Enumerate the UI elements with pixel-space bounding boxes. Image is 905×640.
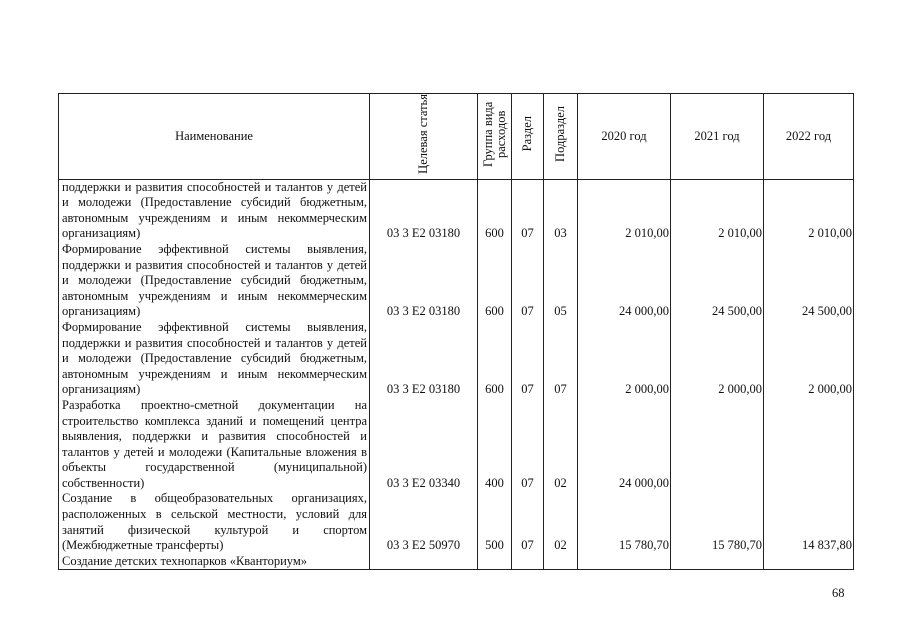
table-row: [59, 242, 854, 320]
row-2020: 2 000,00: [578, 320, 671, 398]
row-2021: 15 780,70: [671, 491, 764, 553]
row-subsection: 02: [544, 491, 578, 553]
table-header-row: [59, 94, 854, 180]
table-row: [59, 398, 854, 492]
row-subsection: 02: [544, 398, 578, 492]
row-group: [478, 554, 512, 570]
row-name: Формирование эффективной системы выявления, поддержки и развития способностей и талантов у детей и молодежи (Предоставление субсидий бюджетным, автономным учреждениям и иным некоммерческим организациям): [59, 242, 370, 320]
row-section: 07: [512, 179, 544, 242]
row-subsection: [544, 554, 578, 570]
row-subsection: 07: [544, 320, 578, 398]
row-2021: [671, 398, 764, 492]
row-section: 07: [512, 398, 544, 492]
row-name: поддержки и развития способностей и талантов у детей и молодежи (Предоставление субсидий бюджетным, автономным учреждениям и иным некоммерческим организациям): [59, 179, 370, 242]
row-2022: [764, 398, 854, 492]
header-name: Наименование: [59, 94, 370, 180]
header-year-2020: 2020 год: [578, 94, 671, 180]
row-group: 600: [478, 242, 512, 320]
table-row: [59, 179, 854, 242]
row-name: Создание в общеобразовательных организациях, расположенных в сельской местности, условий для занятий физической культурой и спортом (Межбюджетные трансферты): [59, 491, 370, 553]
row-2020: 2 010,00: [578, 179, 671, 242]
row-2021: 24 500,00: [671, 242, 764, 320]
row-code: 03 3 Е2 50970: [370, 491, 478, 553]
header-year-2021: 2021 год: [671, 94, 764, 180]
table-row: [59, 554, 854, 570]
table-row: [59, 491, 854, 553]
row-name: Создание детских технопарков «Кванториум»: [59, 554, 370, 570]
row-group: 600: [478, 179, 512, 242]
row-2022: 14 837,80: [764, 491, 854, 553]
row-2021: 2 000,00: [671, 320, 764, 398]
row-subsection: 05: [544, 242, 578, 320]
header-year-2022: 2022 год: [764, 94, 854, 180]
row-code: 03 3 Е2 03180: [370, 320, 478, 398]
table-row: [59, 320, 854, 398]
header-target-article: Целевая статья: [370, 94, 478, 180]
budget-table: [58, 93, 854, 570]
row-group: 600: [478, 320, 512, 398]
row-code: 03 3 Е2 03180: [370, 179, 478, 242]
page-number: 68: [832, 586, 845, 600]
row-group: 400: [478, 398, 512, 492]
header-subsection: Подраздел: [544, 94, 578, 180]
row-section: [512, 554, 544, 570]
row-section: 07: [512, 491, 544, 553]
row-code: 03 3 Е2 03340: [370, 398, 478, 492]
row-2020: [578, 554, 671, 570]
row-subsection: 03: [544, 179, 578, 242]
row-2022: [764, 554, 854, 570]
row-2020: 24 000,00: [578, 398, 671, 492]
row-2020: 15 780,70: [578, 491, 671, 553]
row-2022: 24 500,00: [764, 242, 854, 320]
row-2021: [671, 554, 764, 570]
row-2022: 2 010,00: [764, 179, 854, 242]
row-code: [370, 554, 478, 570]
row-2020: 24 000,00: [578, 242, 671, 320]
row-section: 07: [512, 242, 544, 320]
row-2022: 2 000,00: [764, 320, 854, 398]
header-section: Раздел: [512, 94, 544, 180]
row-section: 07: [512, 320, 544, 398]
row-name: Формирование эффективной системы выявления, поддержки и развития способностей и талантов у детей и молодежи (Предоставление субсидий бюджетным, автономным учреждениям и иным некоммерческим организациям): [59, 320, 370, 398]
row-2021: 2 010,00: [671, 179, 764, 242]
row-name: Разработка проектно-сметной документации на строительство комплекса зданий и помещений центра выявления, поддержки и развития способностей и талантов у детей и молодежи (Капитальные вложения в объекты государственной (муниципальной) собственности): [59, 398, 370, 492]
header-expense-group: Группа вида расходов: [478, 94, 512, 180]
row-code: 03 3 Е2 03180: [370, 242, 478, 320]
row-group: 500: [478, 491, 512, 553]
